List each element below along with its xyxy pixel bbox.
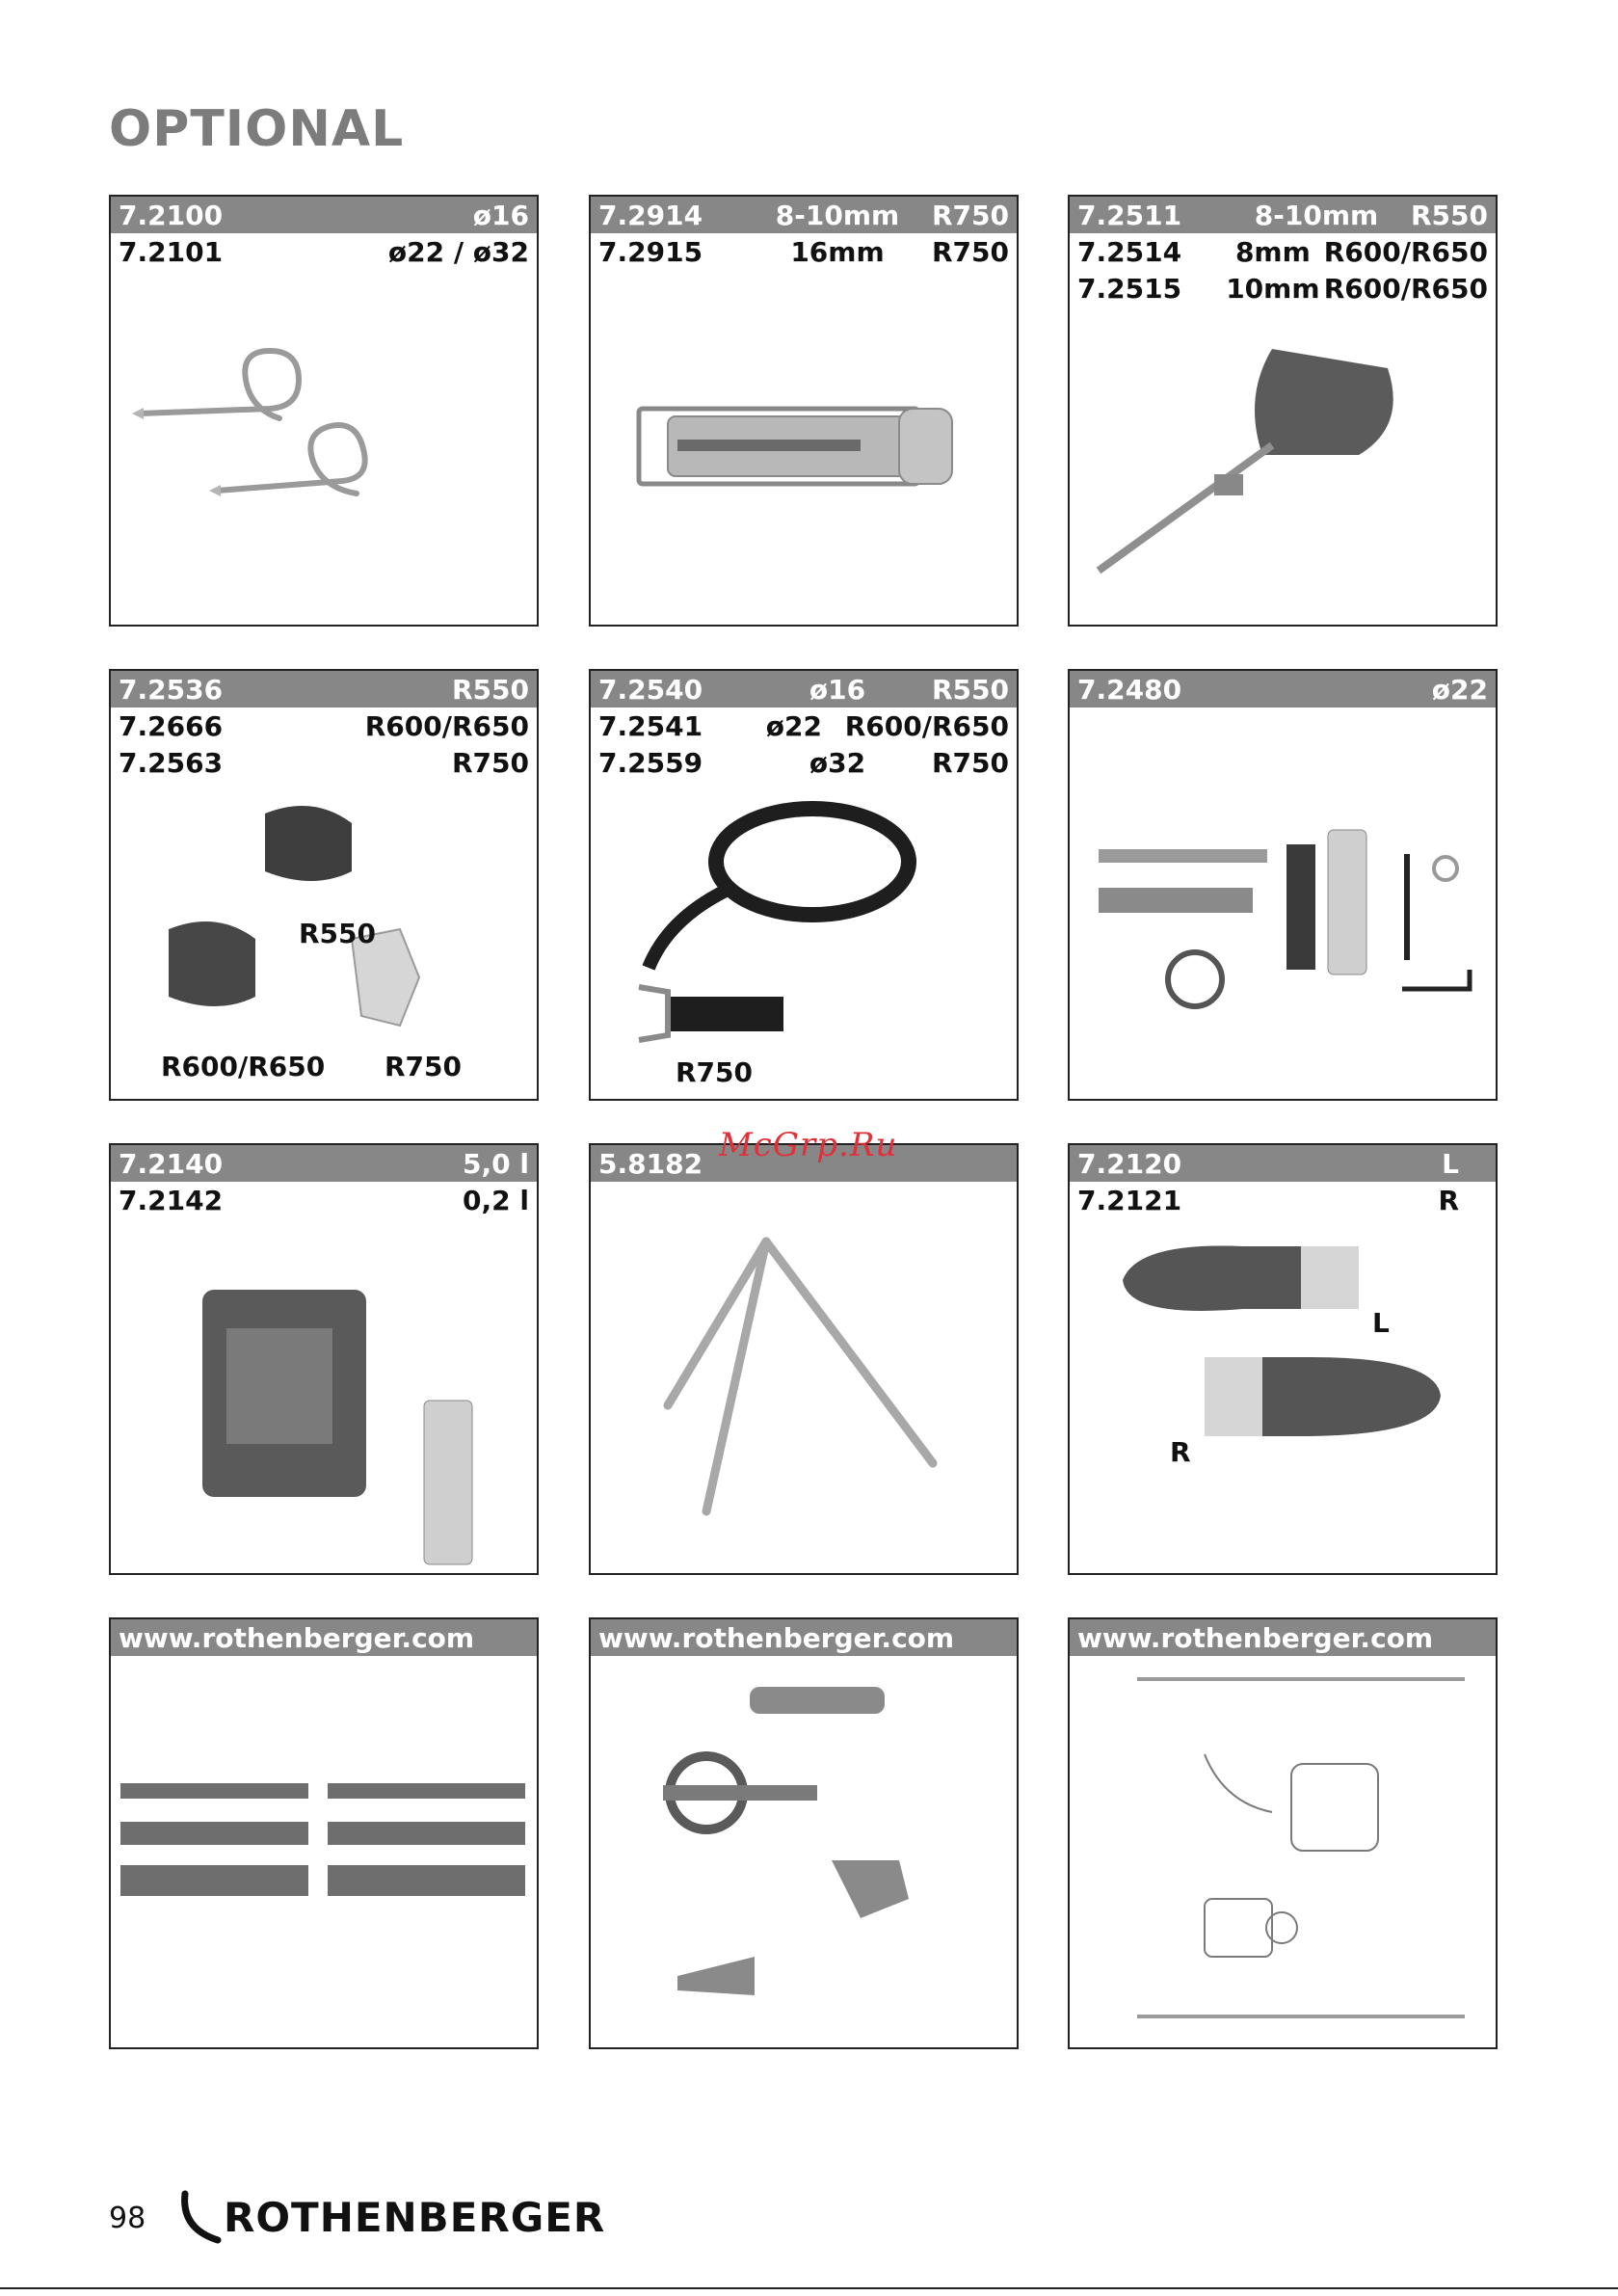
glove-label: L bbox=[1372, 1307, 1390, 1339]
card-row bbox=[111, 707, 537, 744]
part-size: 8mm bbox=[1234, 235, 1311, 268]
part-number: 7.2121 bbox=[1077, 1184, 1182, 1216]
card-row bbox=[1070, 270, 1496, 307]
clamp-label: R550 bbox=[299, 918, 377, 949]
card-row bbox=[591, 744, 1017, 781]
safety-pins-image bbox=[111, 274, 537, 625]
part-model: R550 bbox=[1410, 199, 1488, 231]
part-model: R600/R650 bbox=[1323, 235, 1488, 268]
card-5-8182 bbox=[589, 1143, 1019, 1575]
website-link[interactable]: www.rothenberger.com bbox=[598, 1621, 955, 1654]
drain-tools-image bbox=[591, 1658, 1017, 2047]
exploded-diagram-image bbox=[1070, 1658, 1496, 2047]
part-model: R600/R650 bbox=[1323, 272, 1488, 305]
card-website-diagram bbox=[1068, 1617, 1498, 2049]
card-website-tools bbox=[589, 1617, 1019, 2049]
card-7-2480 bbox=[1068, 669, 1498, 1101]
part-number: 7.2142 bbox=[119, 1184, 224, 1216]
card-header bbox=[111, 1619, 537, 1656]
part-model: R600/R650 bbox=[364, 709, 529, 742]
card-header bbox=[591, 197, 1017, 233]
card-7-2540 bbox=[589, 669, 1019, 1101]
bottom-rule bbox=[0, 2287, 1618, 2289]
card-header bbox=[1070, 671, 1496, 707]
card-row bbox=[591, 707, 1017, 744]
card-row bbox=[1070, 233, 1496, 270]
card-header bbox=[111, 197, 537, 233]
card-row bbox=[111, 233, 537, 270]
part-number: 7.2100 bbox=[119, 199, 224, 231]
part-size: 8-10mm bbox=[775, 199, 900, 231]
part-spec: ø16 bbox=[472, 199, 529, 231]
part-volume: 5,0 l bbox=[463, 1147, 529, 1180]
part-volume: 0,2 l bbox=[463, 1184, 529, 1216]
part-size: 10mm bbox=[1226, 272, 1320, 305]
tool-set-image bbox=[1070, 709, 1496, 1099]
hose-label: R750 bbox=[676, 1056, 754, 1088]
card-7-2120 bbox=[1068, 1143, 1498, 1575]
part-number: 7.2536 bbox=[119, 673, 224, 706]
page-title: OPTIONAL bbox=[109, 100, 405, 158]
part-number: 7.2540 bbox=[598, 673, 703, 706]
card-header bbox=[1070, 1145, 1496, 1182]
cable-sleeve-image bbox=[591, 274, 1017, 625]
part-model: R550 bbox=[931, 673, 1009, 706]
part-number: 5.8182 bbox=[598, 1147, 703, 1180]
part-number: 7.2541 bbox=[598, 709, 703, 742]
website-link[interactable]: www.rothenberger.com bbox=[119, 1621, 475, 1654]
card-row bbox=[1070, 1182, 1496, 1218]
spiral-springs-image bbox=[111, 1658, 537, 2047]
card-row bbox=[111, 1182, 537, 1218]
part-model: R750 bbox=[451, 746, 529, 779]
part-size: 8-10mm bbox=[1254, 199, 1379, 231]
part-model: R550 bbox=[451, 673, 529, 706]
card-7-2511 bbox=[1068, 195, 1498, 627]
part-model: R600/R650 bbox=[844, 709, 1009, 742]
part-number: 7.2511 bbox=[1077, 199, 1182, 231]
part-side: R bbox=[1438, 1184, 1459, 1216]
website-link[interactable]: www.rothenberger.com bbox=[1077, 1621, 1434, 1654]
card-row bbox=[591, 233, 1017, 270]
tripod-image bbox=[591, 1184, 1017, 1573]
part-number: 7.2101 bbox=[119, 235, 224, 268]
card-row bbox=[111, 744, 537, 781]
clamp-label: R600/R650 bbox=[161, 1051, 326, 1082]
part-model: R750 bbox=[931, 235, 1009, 268]
part-size: ø22 bbox=[1431, 673, 1488, 706]
part-number: 7.2514 bbox=[1077, 235, 1182, 268]
part-number: 7.2515 bbox=[1077, 272, 1182, 305]
page-number: 98 bbox=[109, 2202, 146, 2235]
brand-logo-icon bbox=[179, 2190, 227, 2248]
part-number: 7.2914 bbox=[598, 199, 703, 231]
part-number: 7.2915 bbox=[598, 235, 703, 268]
hose-image bbox=[591, 785, 1017, 1099]
card-7-2140 bbox=[109, 1143, 539, 1575]
card-header bbox=[591, 1619, 1017, 1656]
card-7-2914 bbox=[589, 195, 1019, 627]
card-header bbox=[111, 1145, 537, 1182]
brand-name: ROTHENBERGER bbox=[224, 2194, 606, 2241]
part-number: 7.2480 bbox=[1077, 673, 1182, 706]
part-number: 7.2563 bbox=[119, 746, 224, 779]
card-7-2536 bbox=[109, 669, 539, 1101]
part-number: 7.2666 bbox=[119, 709, 224, 742]
part-model: R750 bbox=[931, 746, 1009, 779]
part-side: L bbox=[1442, 1147, 1459, 1180]
card-7-2100 bbox=[109, 195, 539, 627]
part-size: ø16 bbox=[809, 673, 866, 706]
card-header bbox=[1070, 197, 1496, 233]
funnel-tool-image bbox=[1070, 310, 1496, 625]
gloves-image bbox=[1070, 1222, 1496, 1573]
part-size: ø22 bbox=[765, 709, 822, 742]
card-header bbox=[1070, 1619, 1496, 1656]
part-size: 16mm bbox=[790, 235, 885, 268]
part-size: ø32 bbox=[809, 746, 866, 779]
card-header bbox=[591, 671, 1017, 707]
part-number: 7.2120 bbox=[1077, 1147, 1182, 1180]
part-spec: ø22 / ø32 bbox=[387, 235, 529, 268]
oil-canister-image bbox=[111, 1222, 537, 1573]
card-header bbox=[111, 671, 537, 707]
clamp-label: R750 bbox=[385, 1051, 463, 1082]
part-model: R750 bbox=[931, 199, 1009, 231]
part-number: 7.2140 bbox=[119, 1147, 224, 1180]
watermark: McGrp.Ru bbox=[719, 1126, 898, 1164]
glove-label: R bbox=[1170, 1436, 1191, 1468]
card-website-springs bbox=[109, 1617, 539, 2049]
part-number: 7.2559 bbox=[598, 746, 703, 779]
